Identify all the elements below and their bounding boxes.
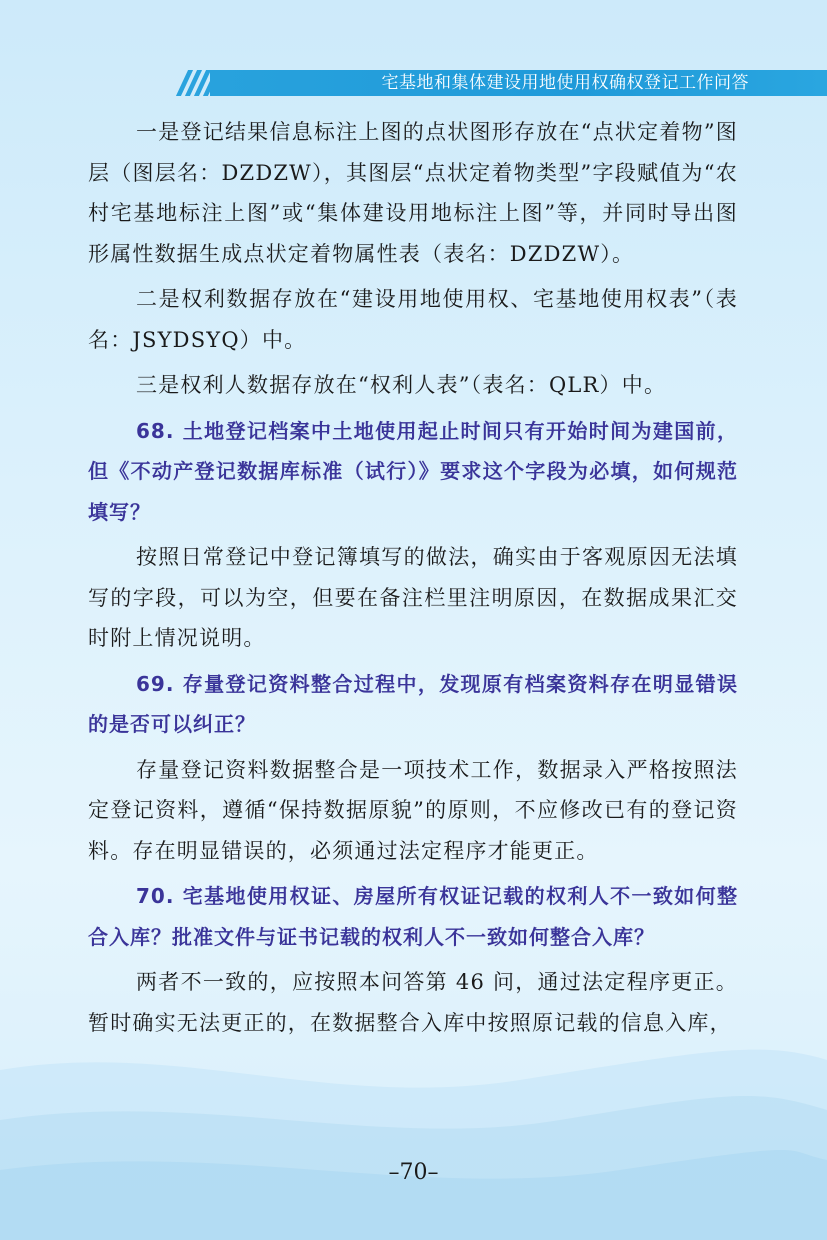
page-number: –70–: [388, 1160, 439, 1185]
paragraph-layer-storage: 一是登记结果信息标注上图的点状图形存放在“点状定着物”图层（图层名：DZDZW），其图层“点状定着物类型”字段赋值为“农村宅基地标注上图”或“集体建设用地标注上图”等，并同时导出图形属性数据生成点状定着物属性表（表名：DZDZW）。: [88, 120, 738, 266]
question-68: 68. 土地登记档案中土地使用起止时间只有开始时间为建国前，但《不动产登记数据库标准（试行）》要求这个字段为必填，如何规范填写？: [88, 418, 738, 524]
answer-70: 两者不一致的，应按照本问答第 46 问，通过法定程序更正。暂时确实无法更正的，在数据整合入库中按照原记载的信息入库，: [88, 970, 738, 1035]
answer-68: 按照日常登记中登记簿填写的做法，确实由于客观原因无法填写的字段，可以为空，但要在备注栏里注明原因，在数据成果汇交时附上情况说明。: [88, 545, 738, 650]
running-header-title: 宅基地和集体建设用地使用权确权登记工作问答: [381, 73, 749, 93]
page-body: [88, 112, 738, 1048]
question-69: 69. 存量登记资料整合过程中，发现原有档案资料存在明显错误的是否可以纠正？: [88, 671, 738, 736]
paragraph-rights-holder-data: 三是权利人数据存放在“权利人表”（表名：QLR）中。: [136, 373, 667, 397]
question-70: 70. 宅基地使用权证、房屋所有权证记载的权利人不一致如何整合入库？批准文件与证书记载的权利人不一致如何整合入库？: [88, 884, 738, 949]
paragraph-rights-data: 二是权利数据存放在“建设用地使用权、宅基地使用权表”（表名：JSYDSYQ）中。: [88, 287, 738, 352]
answer-69: 存量登记资料数据整合是一项技术工作，数据录入严格按照法定登记资料，遵循“保持数据原貌”的原则，不应修改已有的登记资料。存在明显错误的，必须通过法定程序才能更正。: [88, 757, 738, 863]
